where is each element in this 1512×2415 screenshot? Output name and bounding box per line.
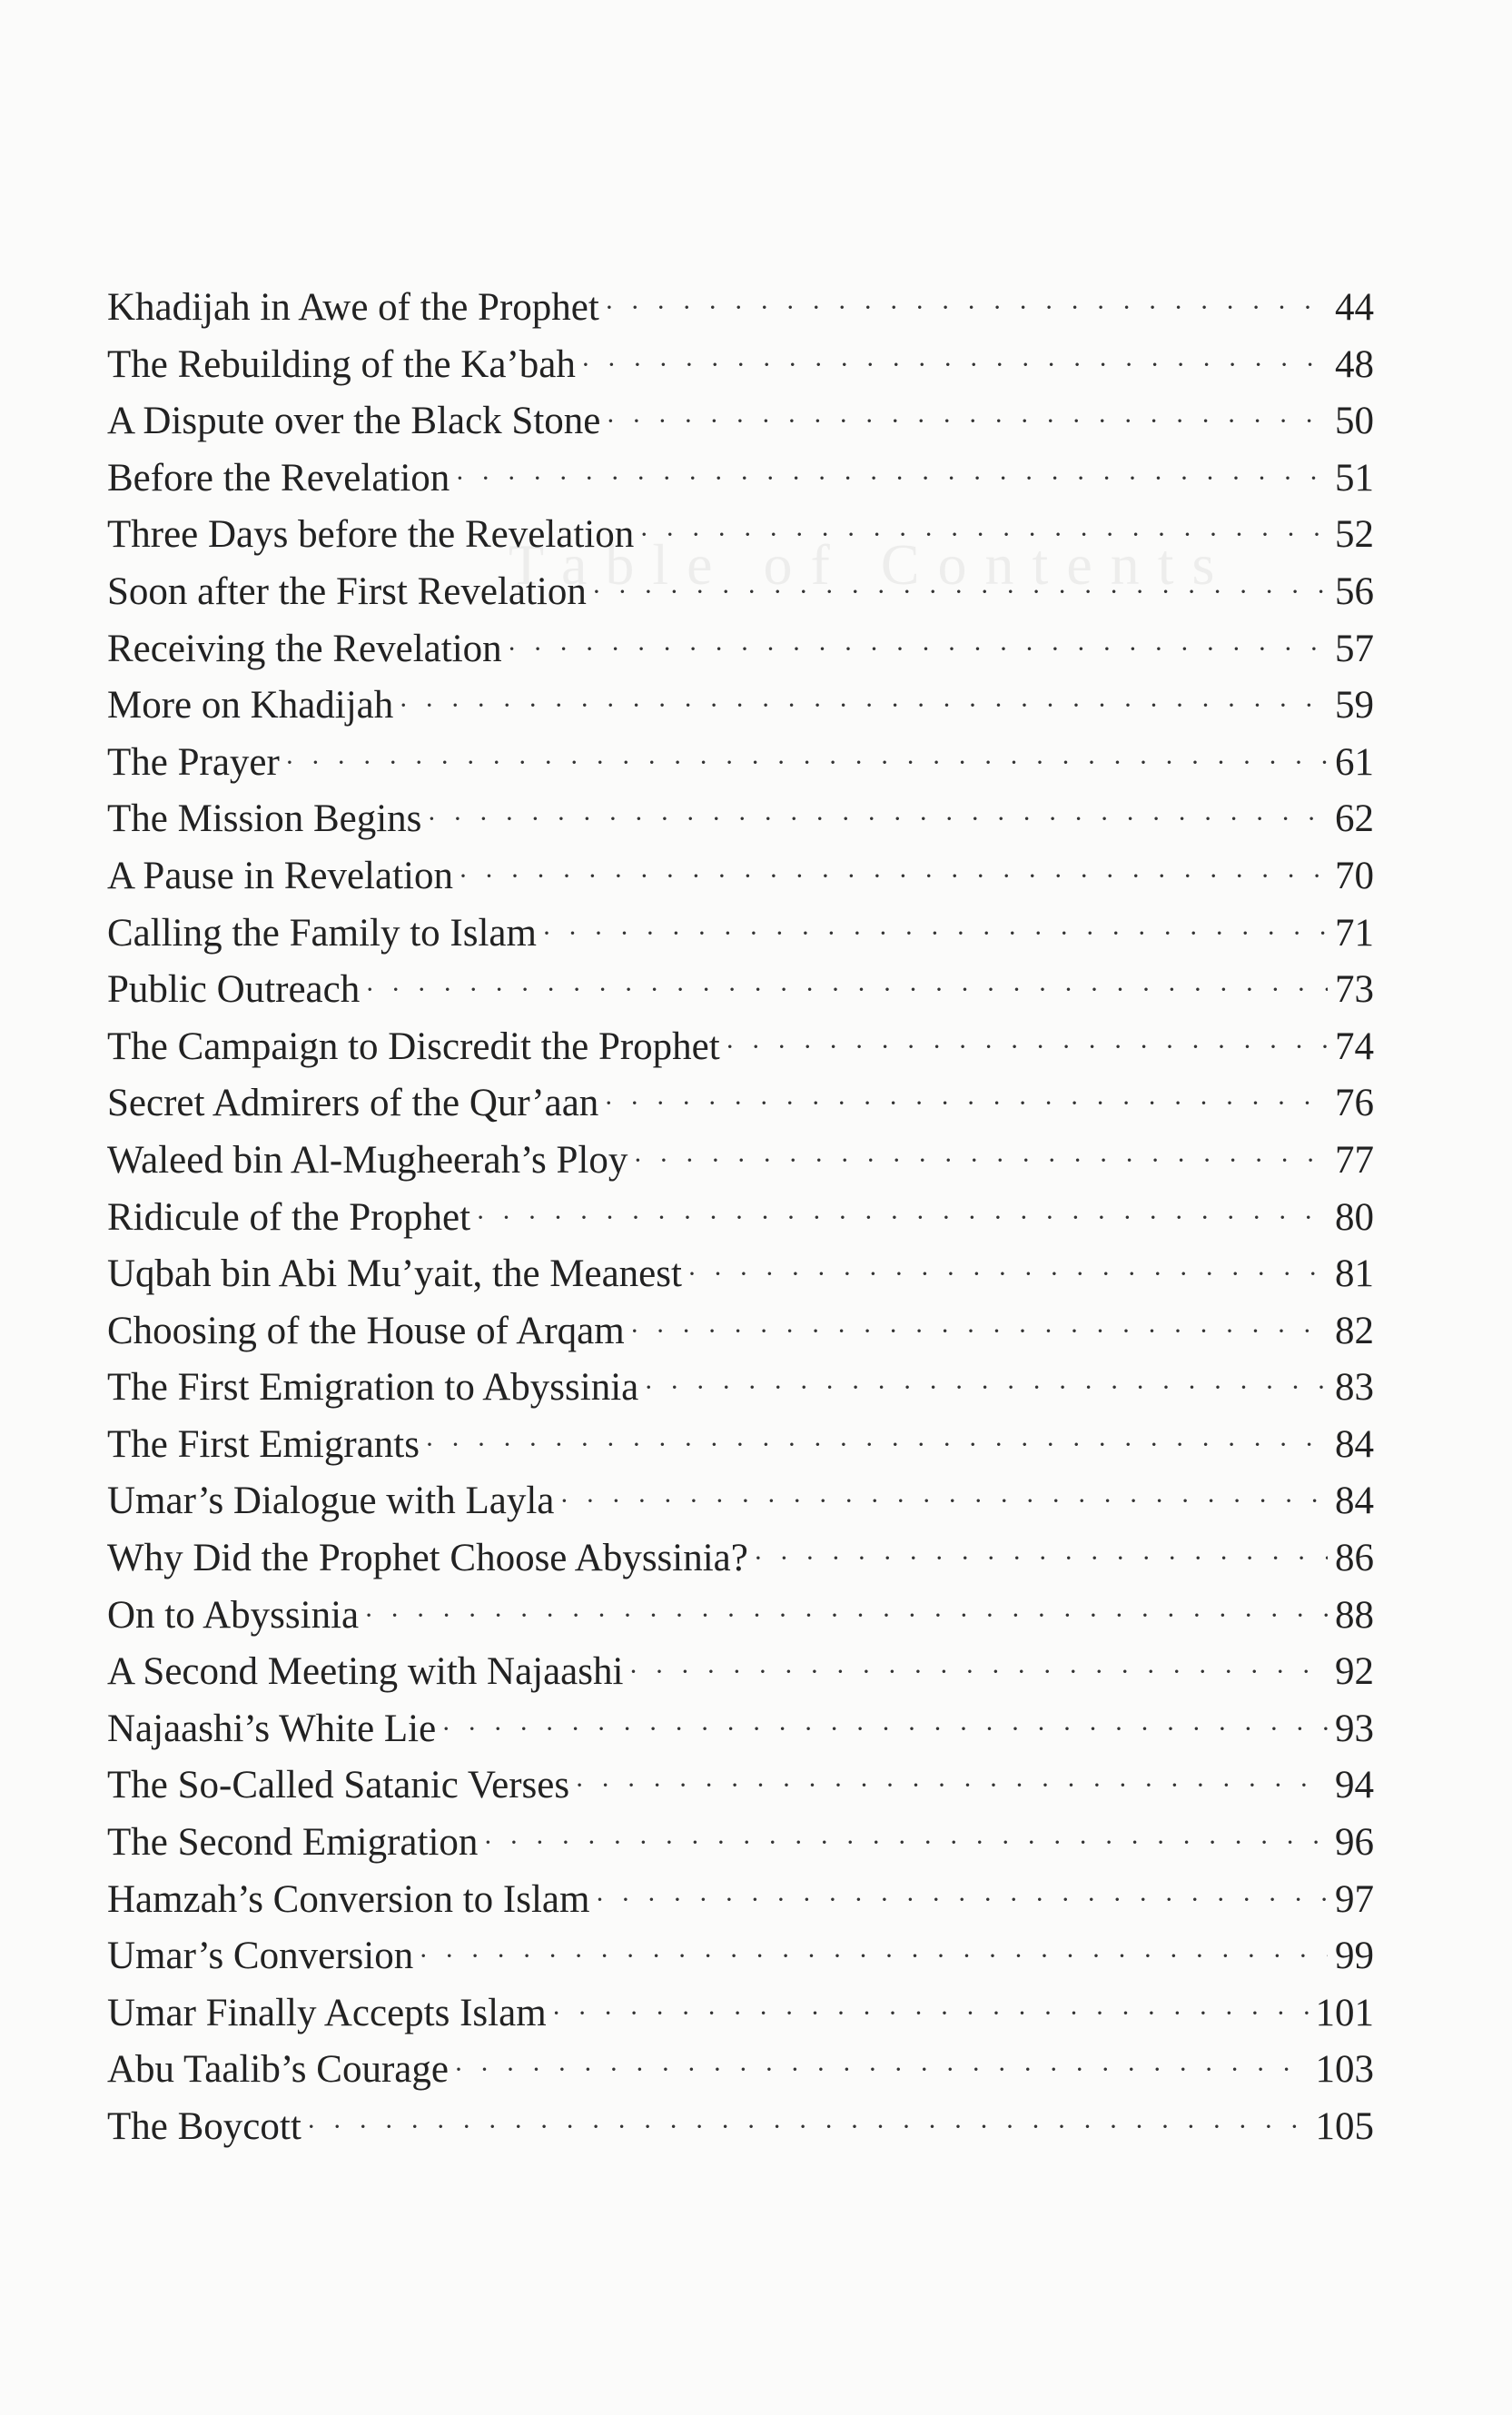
- toc-entry-page-number: 74: [1335, 1024, 1374, 1068]
- toc-entry-title: The First Emigration to Abyssinia: [107, 1366, 639, 1410]
- toc-entry-page-number: 77: [1335, 1138, 1374, 1182]
- toc-entry: [107, 962, 1374, 1019]
- toc-entry-page-number: 80: [1335, 1195, 1374, 1239]
- toc-entry-page-number: 84: [1335, 1422, 1374, 1466]
- toc-entry-page-number: 57: [1335, 627, 1374, 670]
- toc-dot-leader: [459, 848, 1328, 906]
- toc-entry: [107, 1246, 1374, 1303]
- toc-entry: [107, 1019, 1374, 1076]
- toc-entry-page-number: 96: [1335, 1821, 1374, 1865]
- toc-entry-title: Secret Admirers of the Qur’aan: [107, 1082, 599, 1125]
- toc-entry: [107, 1928, 1374, 1985]
- toc-entry: [107, 1815, 1374, 1872]
- toc-entry-page-number: 97: [1335, 1877, 1374, 1921]
- toc-entry-page-number: 86: [1335, 1537, 1374, 1580]
- toc-entry: [107, 1872, 1374, 1929]
- toc-entry-title: The Campaign to Discredit the Prophet: [107, 1024, 720, 1068]
- toc-dot-leader: [559, 1473, 1328, 1530]
- toc-entry: [107, 1075, 1374, 1133]
- toc-entry: [107, 1701, 1374, 1758]
- toc-entry-page-number: 70: [1335, 854, 1374, 897]
- toc-entry: [107, 1530, 1374, 1588]
- toc-entry: [107, 507, 1374, 564]
- show-through-text: T a b l e o f C o n t e n t s: [509, 532, 1217, 597]
- toc-entry: [107, 1303, 1374, 1361]
- toc-entry-title: The So-Called Satanic Verses: [107, 1764, 570, 1807]
- toc-dot-leader: [542, 906, 1328, 963]
- toc-entry-title: The Boycott: [107, 2105, 301, 2148]
- toc-dot-leader: [399, 678, 1328, 735]
- toc-entry-title: Umar’s Conversion: [107, 1935, 414, 1978]
- toc-entry-title: Calling the Family to Islam: [107, 911, 537, 955]
- toc-dot-leader: [285, 735, 1328, 792]
- toc-entry: [107, 280, 1374, 337]
- toc-entry: [107, 848, 1374, 906]
- toc-dot-leader: [364, 1588, 1328, 1645]
- toc-entry: [107, 1360, 1374, 1417]
- toc-entry-title: The Second Emigration: [107, 1821, 479, 1865]
- toc-entry-page-number: 76: [1335, 1082, 1374, 1125]
- toc-dot-leader: [726, 1019, 1328, 1076]
- toc-entry-title: Why Did the Prophet Choose Abyssinia?: [107, 1537, 748, 1580]
- toc-entry: [107, 1133, 1374, 1190]
- toc-entry-page-number: 99: [1335, 1935, 1374, 1978]
- toc-dot-leader: [606, 393, 1328, 450]
- toc-entry-title: Khadijah in Awe of the Prophet: [107, 286, 599, 329]
- toc-dot-leader: [639, 507, 1328, 564]
- table-of-contents-list: [107, 280, 1374, 2156]
- toc-entry-page-number: 88: [1335, 1593, 1374, 1637]
- toc-entry-page-number: 93: [1335, 1707, 1374, 1750]
- toc-entry-page-number: 50: [1335, 400, 1374, 443]
- toc-entry-title: Waleed bin Al-Mugheerah’s Ploy: [107, 1138, 628, 1182]
- toc-entry-page-number: 51: [1335, 456, 1374, 500]
- toc-dot-leader: [575, 1757, 1328, 1815]
- toc-dot-leader: [552, 1985, 1309, 2043]
- toc-entry-page-number: 44: [1335, 286, 1374, 329]
- toc-entry-title: Soon after the First Revelation: [107, 569, 587, 613]
- toc-entry-title: The First Emigrants: [107, 1422, 420, 1466]
- toc-entry: [107, 450, 1374, 508]
- toc-dot-leader: [628, 1644, 1328, 1701]
- toc-dot-leader: [441, 1701, 1328, 1758]
- toc-entry-page-number: 81: [1335, 1252, 1374, 1296]
- toc-entry-title: Hamzah’s Conversion to Islam: [107, 1877, 590, 1921]
- toc-dot-leader: [592, 564, 1328, 621]
- toc-dot-leader: [595, 1872, 1328, 1929]
- toc-entry-title: Najaashi’s White Lie: [107, 1707, 437, 1750]
- toc-dot-leader: [687, 1246, 1328, 1303]
- toc-dot-leader: [455, 450, 1328, 508]
- toc-entry-page-number: 94: [1335, 1764, 1374, 1807]
- toc-entry-title: Umar’s Dialogue with Layla: [107, 1480, 555, 1523]
- toc-entry-page-number: 48: [1335, 342, 1374, 386]
- toc-entry-page-number: 59: [1335, 684, 1374, 727]
- toc-entry-page-number: 62: [1335, 797, 1374, 841]
- toc-entry-page-number: 82: [1335, 1309, 1374, 1352]
- toc-entry-title: Public Outreach: [107, 968, 361, 1012]
- toc-entry-page-number: 71: [1335, 911, 1374, 955]
- toc-entry-title: The Mission Begins: [107, 797, 422, 841]
- toc-dot-leader: [605, 280, 1328, 337]
- toc-entry-page-number: 73: [1335, 968, 1374, 1012]
- toc-entry-page-number: 83: [1335, 1366, 1374, 1410]
- toc-entry: [107, 791, 1374, 848]
- toc-entry-title: Receiving the Revelation: [107, 627, 502, 670]
- toc-entry: [107, 735, 1374, 792]
- toc-entry-page-number: 105: [1315, 2105, 1374, 2148]
- toc-entry-title: Abu Taalib’s Courage: [107, 2048, 449, 2092]
- toc-entry-title: A Second Meeting with Najaashi: [107, 1650, 624, 1694]
- toc-dot-leader: [644, 1360, 1328, 1417]
- toc-entry-title: Ridicule of the Prophet: [107, 1195, 471, 1239]
- toc-dot-leader: [307, 2099, 1309, 2156]
- toc-entry-page-number: 56: [1335, 569, 1374, 613]
- toc-entry: [107, 1644, 1374, 1701]
- toc-entry: [107, 337, 1374, 394]
- toc-dot-leader: [630, 1303, 1328, 1361]
- toc-dot-leader: [633, 1133, 1328, 1190]
- toc-entry-title: More on Khadijah: [107, 684, 394, 727]
- toc-dot-leader: [476, 1190, 1328, 1247]
- toc-entry-page-number: 101: [1315, 1991, 1374, 2034]
- toc-entry: [107, 1190, 1374, 1247]
- toc-entry-page-number: 52: [1335, 513, 1374, 557]
- toc-entry-title: Before the Revelation: [107, 456, 450, 500]
- toc-entry: [107, 564, 1374, 621]
- toc-entry-title: Three Days before the Revelation: [107, 513, 635, 557]
- toc-entry-page-number: 103: [1315, 2048, 1374, 2092]
- toc-entry-title: Umar Finally Accepts Islam: [107, 1991, 547, 2034]
- toc-dot-leader: [425, 1417, 1328, 1474]
- toc-entry: [107, 2099, 1374, 2156]
- toc-entry: [107, 1473, 1374, 1530]
- toc-entry: [107, 1417, 1374, 1474]
- toc-entry: [107, 2042, 1374, 2099]
- toc-dot-leader: [581, 337, 1328, 394]
- toc-entry-title: The Rebuilding of the Ka’bah: [107, 342, 576, 386]
- toc-entry: [107, 678, 1374, 735]
- toc-dot-leader: [454, 2042, 1309, 2099]
- toc-entry: [107, 1588, 1374, 1645]
- toc-entry: [107, 621, 1374, 678]
- toc-entry-title: On to Abyssinia: [107, 1593, 360, 1637]
- toc-entry-page-number: 61: [1335, 740, 1374, 784]
- toc-dot-leader: [604, 1075, 1328, 1133]
- toc-entry: [107, 393, 1374, 450]
- toc-entry: [107, 1985, 1374, 2043]
- toc-dot-leader: [508, 621, 1328, 678]
- toc-entry-title: Choosing of the House of Arqam: [107, 1309, 625, 1352]
- toc-dot-leader: [754, 1530, 1328, 1588]
- toc-entry-page-number: 84: [1335, 1480, 1374, 1523]
- toc-entry-title: Uqbah bin Abi Mu’yait, the Meanest: [107, 1252, 682, 1296]
- toc-dot-leader: [483, 1815, 1328, 1872]
- toc-dot-leader: [365, 962, 1328, 1019]
- toc-entry-title: The Prayer: [107, 740, 280, 784]
- toc-entry-title: A Dispute over the Black Stone: [107, 400, 601, 443]
- toc-entry-title: A Pause in Revelation: [107, 854, 453, 897]
- toc-dot-leader: [427, 791, 1328, 848]
- toc-entry: [107, 1757, 1374, 1815]
- toc-entry-page-number: 92: [1335, 1650, 1374, 1694]
- toc-entry: [107, 906, 1374, 963]
- toc-dot-leader: [419, 1928, 1328, 1985]
